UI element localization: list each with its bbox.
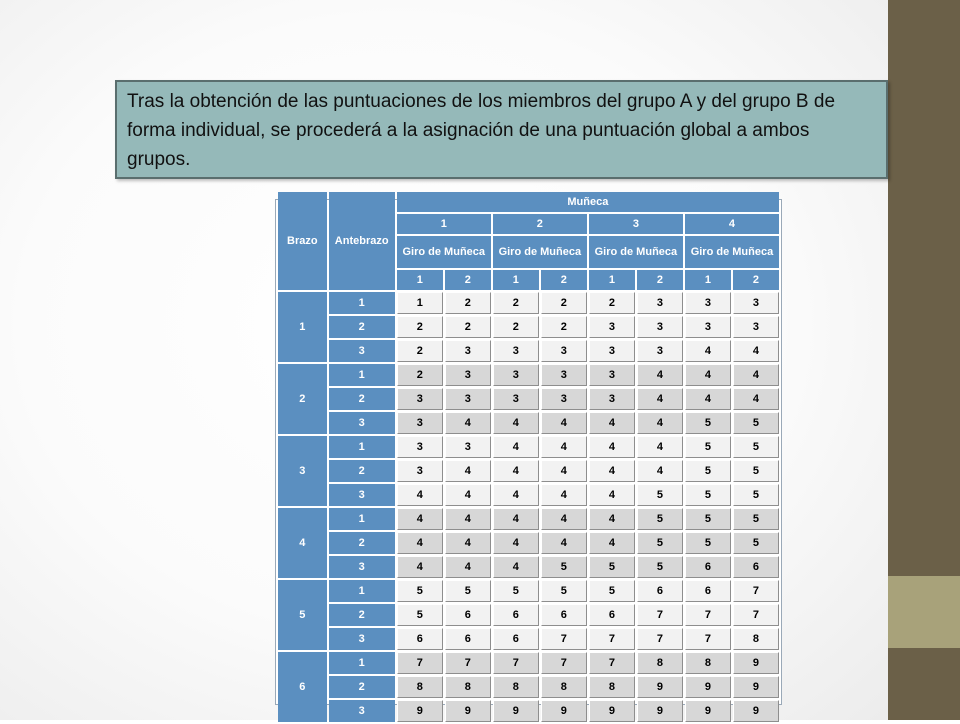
table-row xyxy=(278,556,779,578)
score-cell: 6 xyxy=(637,580,683,602)
score-cell: 4 xyxy=(397,556,443,578)
score-cell: 3 xyxy=(589,316,635,338)
callout-text-box xyxy=(115,80,888,179)
antebrazo-value: 2 xyxy=(329,388,395,410)
table-row xyxy=(278,580,779,602)
score-cell: 4 xyxy=(493,484,539,506)
header-giro-value: 2 xyxy=(541,270,587,290)
header-giro-value: 2 xyxy=(733,270,779,290)
score-cell: 3 xyxy=(445,340,491,362)
score-cell: 9 xyxy=(637,700,683,722)
score-cell: 4 xyxy=(397,532,443,554)
score-cell: 7 xyxy=(589,652,635,674)
header-giro-value: 2 xyxy=(445,270,491,290)
score-cell: 6 xyxy=(397,628,443,650)
score-cell: 7 xyxy=(541,652,587,674)
brazo-value: 1 xyxy=(278,292,327,362)
score-cell: 9 xyxy=(733,676,779,698)
brazo-value: 3 xyxy=(278,436,327,506)
header-giro: Giro de Muñeca xyxy=(397,236,491,268)
reba-score-table xyxy=(276,190,781,724)
score-cell: 4 xyxy=(445,484,491,506)
score-cell: 5 xyxy=(541,580,587,602)
antebrazo-value: 1 xyxy=(329,436,395,458)
score-cell: 6 xyxy=(685,556,731,578)
score-cell: 6 xyxy=(589,604,635,626)
table-row xyxy=(278,340,779,362)
score-cell: 4 xyxy=(637,460,683,482)
score-cell: 9 xyxy=(397,700,443,722)
antebrazo-value: 2 xyxy=(329,532,395,554)
score-cell: 1 xyxy=(397,292,443,314)
score-cell: 9 xyxy=(685,700,731,722)
score-cell: 7 xyxy=(637,628,683,650)
antebrazo-value: 1 xyxy=(329,580,395,602)
score-cell: 6 xyxy=(733,556,779,578)
score-cell: 4 xyxy=(493,508,539,530)
score-cell: 4 xyxy=(493,436,539,458)
score-cell: 9 xyxy=(541,700,587,722)
score-cell: 4 xyxy=(685,364,731,386)
score-cell: 5 xyxy=(397,604,443,626)
score-cell: 5 xyxy=(493,580,539,602)
score-cell: 9 xyxy=(685,676,731,698)
score-cell: 3 xyxy=(493,364,539,386)
score-cell: 5 xyxy=(685,436,731,458)
score-cell: 4 xyxy=(541,436,587,458)
header-giro: Giro de Muñeca xyxy=(493,236,587,268)
score-cell: 2 xyxy=(493,292,539,314)
brazo-value: 6 xyxy=(278,652,327,722)
score-cell: 8 xyxy=(589,676,635,698)
score-cell: 4 xyxy=(493,412,539,434)
score-cell: 4 xyxy=(493,460,539,482)
score-cell: 5 xyxy=(685,412,731,434)
header-giro: Giro de Muñeca xyxy=(589,236,683,268)
score-cell: 3 xyxy=(397,460,443,482)
table-row xyxy=(278,484,779,506)
score-cell: 8 xyxy=(733,628,779,650)
brazo-value: 4 xyxy=(278,508,327,578)
score-cell: 9 xyxy=(733,700,779,722)
header-brazo: Brazo xyxy=(278,192,327,290)
score-cell: 2 xyxy=(541,316,587,338)
score-cell: 3 xyxy=(589,340,635,362)
score-cell: 7 xyxy=(685,628,731,650)
score-cell: 3 xyxy=(589,364,635,386)
score-cell: 5 xyxy=(637,532,683,554)
score-cell: 4 xyxy=(493,532,539,554)
header-muneca-value: 2 xyxy=(493,214,587,234)
antebrazo-value: 1 xyxy=(329,292,395,314)
sidebar-accent-top xyxy=(888,0,960,576)
header-muneca-value: 1 xyxy=(397,214,491,234)
score-cell: 3 xyxy=(733,292,779,314)
antebrazo-value: 1 xyxy=(329,364,395,386)
table-row xyxy=(278,412,779,434)
score-cell: 2 xyxy=(397,316,443,338)
table-row xyxy=(278,436,779,458)
brazo-value: 5 xyxy=(278,580,327,650)
score-cell: 3 xyxy=(445,436,491,458)
score-cell: 4 xyxy=(733,340,779,362)
score-cell: 5 xyxy=(637,484,683,506)
score-cell: 7 xyxy=(733,580,779,602)
score-cell: 3 xyxy=(397,388,443,410)
score-cell: 7 xyxy=(493,652,539,674)
score-cell: 4 xyxy=(541,532,587,554)
score-table-image xyxy=(275,195,782,717)
header-muneca-value: 4 xyxy=(685,214,779,234)
score-cell: 5 xyxy=(685,508,731,530)
score-cell: 7 xyxy=(589,628,635,650)
header-muneca: Muñeca xyxy=(397,192,779,212)
score-cell: 3 xyxy=(445,388,491,410)
table-row xyxy=(278,460,779,482)
score-cell: 5 xyxy=(589,580,635,602)
score-cell: 3 xyxy=(541,388,587,410)
score-cell: 4 xyxy=(397,484,443,506)
header-giro: Giro de Muñeca xyxy=(685,236,779,268)
score-cell: 9 xyxy=(589,700,635,722)
antebrazo-value: 2 xyxy=(329,460,395,482)
score-cell: 8 xyxy=(541,676,587,698)
table-row xyxy=(278,604,779,626)
score-cell: 5 xyxy=(445,580,491,602)
score-cell: 8 xyxy=(637,652,683,674)
score-cell: 4 xyxy=(589,484,635,506)
antebrazo-value: 1 xyxy=(329,508,395,530)
score-cell: 2 xyxy=(541,292,587,314)
score-cell: 4 xyxy=(397,508,443,530)
score-cell: 4 xyxy=(445,460,491,482)
score-cell: 3 xyxy=(541,364,587,386)
score-cell: 4 xyxy=(589,508,635,530)
score-cell: 5 xyxy=(733,532,779,554)
score-cell: 4 xyxy=(589,460,635,482)
header-giro-value: 1 xyxy=(493,270,539,290)
score-cell: 4 xyxy=(445,532,491,554)
antebrazo-value: 3 xyxy=(329,484,395,506)
score-cell: 2 xyxy=(445,292,491,314)
table-row xyxy=(278,388,779,410)
score-cell: 5 xyxy=(685,532,731,554)
score-cell: 4 xyxy=(733,388,779,410)
antebrazo-value: 3 xyxy=(329,628,395,650)
header-giro-value: 1 xyxy=(589,270,635,290)
antebrazo-value: 3 xyxy=(329,700,395,722)
score-cell: 5 xyxy=(685,484,731,506)
score-cell: 7 xyxy=(541,628,587,650)
score-cell: 2 xyxy=(397,340,443,362)
score-cell: 3 xyxy=(637,340,683,362)
score-cell: 4 xyxy=(733,364,779,386)
score-cell: 5 xyxy=(541,556,587,578)
score-cell: 6 xyxy=(541,604,587,626)
antebrazo-value: 3 xyxy=(329,412,395,434)
antebrazo-value: 2 xyxy=(329,604,395,626)
score-cell: 3 xyxy=(397,412,443,434)
score-cell: 3 xyxy=(541,340,587,362)
header-antebrazo: Antebrazo xyxy=(329,192,395,290)
score-cell: 7 xyxy=(397,652,443,674)
antebrazo-value: 2 xyxy=(329,316,395,338)
score-cell: 9 xyxy=(445,700,491,722)
score-cell: 5 xyxy=(637,556,683,578)
score-cell: 3 xyxy=(685,316,731,338)
score-cell: 3 xyxy=(589,388,635,410)
score-cell: 9 xyxy=(493,700,539,722)
score-cell: 3 xyxy=(397,436,443,458)
score-cell: 4 xyxy=(541,412,587,434)
score-cell: 4 xyxy=(445,556,491,578)
header-giro-value: 1 xyxy=(685,270,731,290)
score-cell: 3 xyxy=(493,340,539,362)
score-cell: 4 xyxy=(589,532,635,554)
score-cell: 4 xyxy=(589,412,635,434)
score-cell: 3 xyxy=(637,292,683,314)
score-cell: 6 xyxy=(445,628,491,650)
score-cell: 5 xyxy=(733,484,779,506)
header-muneca-value: 3 xyxy=(589,214,683,234)
score-cell: 3 xyxy=(493,388,539,410)
score-cell: 3 xyxy=(733,316,779,338)
score-cell: 3 xyxy=(685,292,731,314)
score-cell: 4 xyxy=(445,412,491,434)
table-row xyxy=(278,532,779,554)
sidebar-accent-bottom xyxy=(888,648,960,720)
header-giro-value: 1 xyxy=(397,270,443,290)
antebrazo-value: 3 xyxy=(329,340,395,362)
antebrazo-value: 2 xyxy=(329,676,395,698)
score-cell: 7 xyxy=(685,604,731,626)
score-cell: 6 xyxy=(445,604,491,626)
score-cell: 4 xyxy=(637,364,683,386)
score-cell: 4 xyxy=(637,412,683,434)
score-cell: 8 xyxy=(685,652,731,674)
score-cell: 8 xyxy=(493,676,539,698)
table-row xyxy=(278,676,779,698)
table-row xyxy=(278,628,779,650)
score-cell: 4 xyxy=(685,340,731,362)
antebrazo-value: 3 xyxy=(329,556,395,578)
score-cell: 9 xyxy=(733,652,779,674)
score-cell: 4 xyxy=(541,460,587,482)
score-cell: 8 xyxy=(397,676,443,698)
score-cell: 6 xyxy=(493,628,539,650)
score-cell: 5 xyxy=(733,460,779,482)
score-cell: 5 xyxy=(733,508,779,530)
score-cell: 5 xyxy=(589,556,635,578)
score-cell: 6 xyxy=(493,604,539,626)
table-row xyxy=(278,508,779,530)
score-cell: 5 xyxy=(733,412,779,434)
callout-text: Tras la obtención de las puntuaciones de los miembros del grupo A y del grupo B de forma individual, se procederá a la asignación de una puntuación global a ambos grupos. xyxy=(127,91,836,170)
score-cell: 2 xyxy=(589,292,635,314)
table-row xyxy=(278,364,779,386)
score-cell: 4 xyxy=(493,556,539,578)
antebrazo-value: 1 xyxy=(329,652,395,674)
score-cell: 4 xyxy=(637,436,683,458)
score-cell: 7 xyxy=(445,652,491,674)
score-cell: 5 xyxy=(733,436,779,458)
score-cell: 4 xyxy=(589,436,635,458)
score-cell: 6 xyxy=(685,580,731,602)
score-cell: 3 xyxy=(445,364,491,386)
score-cell: 3 xyxy=(637,316,683,338)
score-cell: 4 xyxy=(541,484,587,506)
score-cell: 4 xyxy=(637,388,683,410)
table-row xyxy=(278,292,779,314)
score-cell: 5 xyxy=(685,460,731,482)
brazo-value: 2 xyxy=(278,364,327,434)
sidebar-accent-middle xyxy=(888,576,960,648)
score-cell: 2 xyxy=(493,316,539,338)
score-cell: 4 xyxy=(541,508,587,530)
score-table-body xyxy=(278,292,779,722)
score-cell: 8 xyxy=(445,676,491,698)
header-giro-value: 2 xyxy=(637,270,683,290)
score-cell: 4 xyxy=(445,508,491,530)
score-cell: 2 xyxy=(445,316,491,338)
score-cell: 4 xyxy=(685,388,731,410)
score-cell: 5 xyxy=(397,580,443,602)
score-cell: 7 xyxy=(637,604,683,626)
score-cell: 9 xyxy=(637,676,683,698)
table-row xyxy=(278,652,779,674)
table-row xyxy=(278,316,779,338)
score-cell: 5 xyxy=(637,508,683,530)
score-cell: 2 xyxy=(397,364,443,386)
table-row xyxy=(278,700,779,722)
score-cell: 7 xyxy=(733,604,779,626)
